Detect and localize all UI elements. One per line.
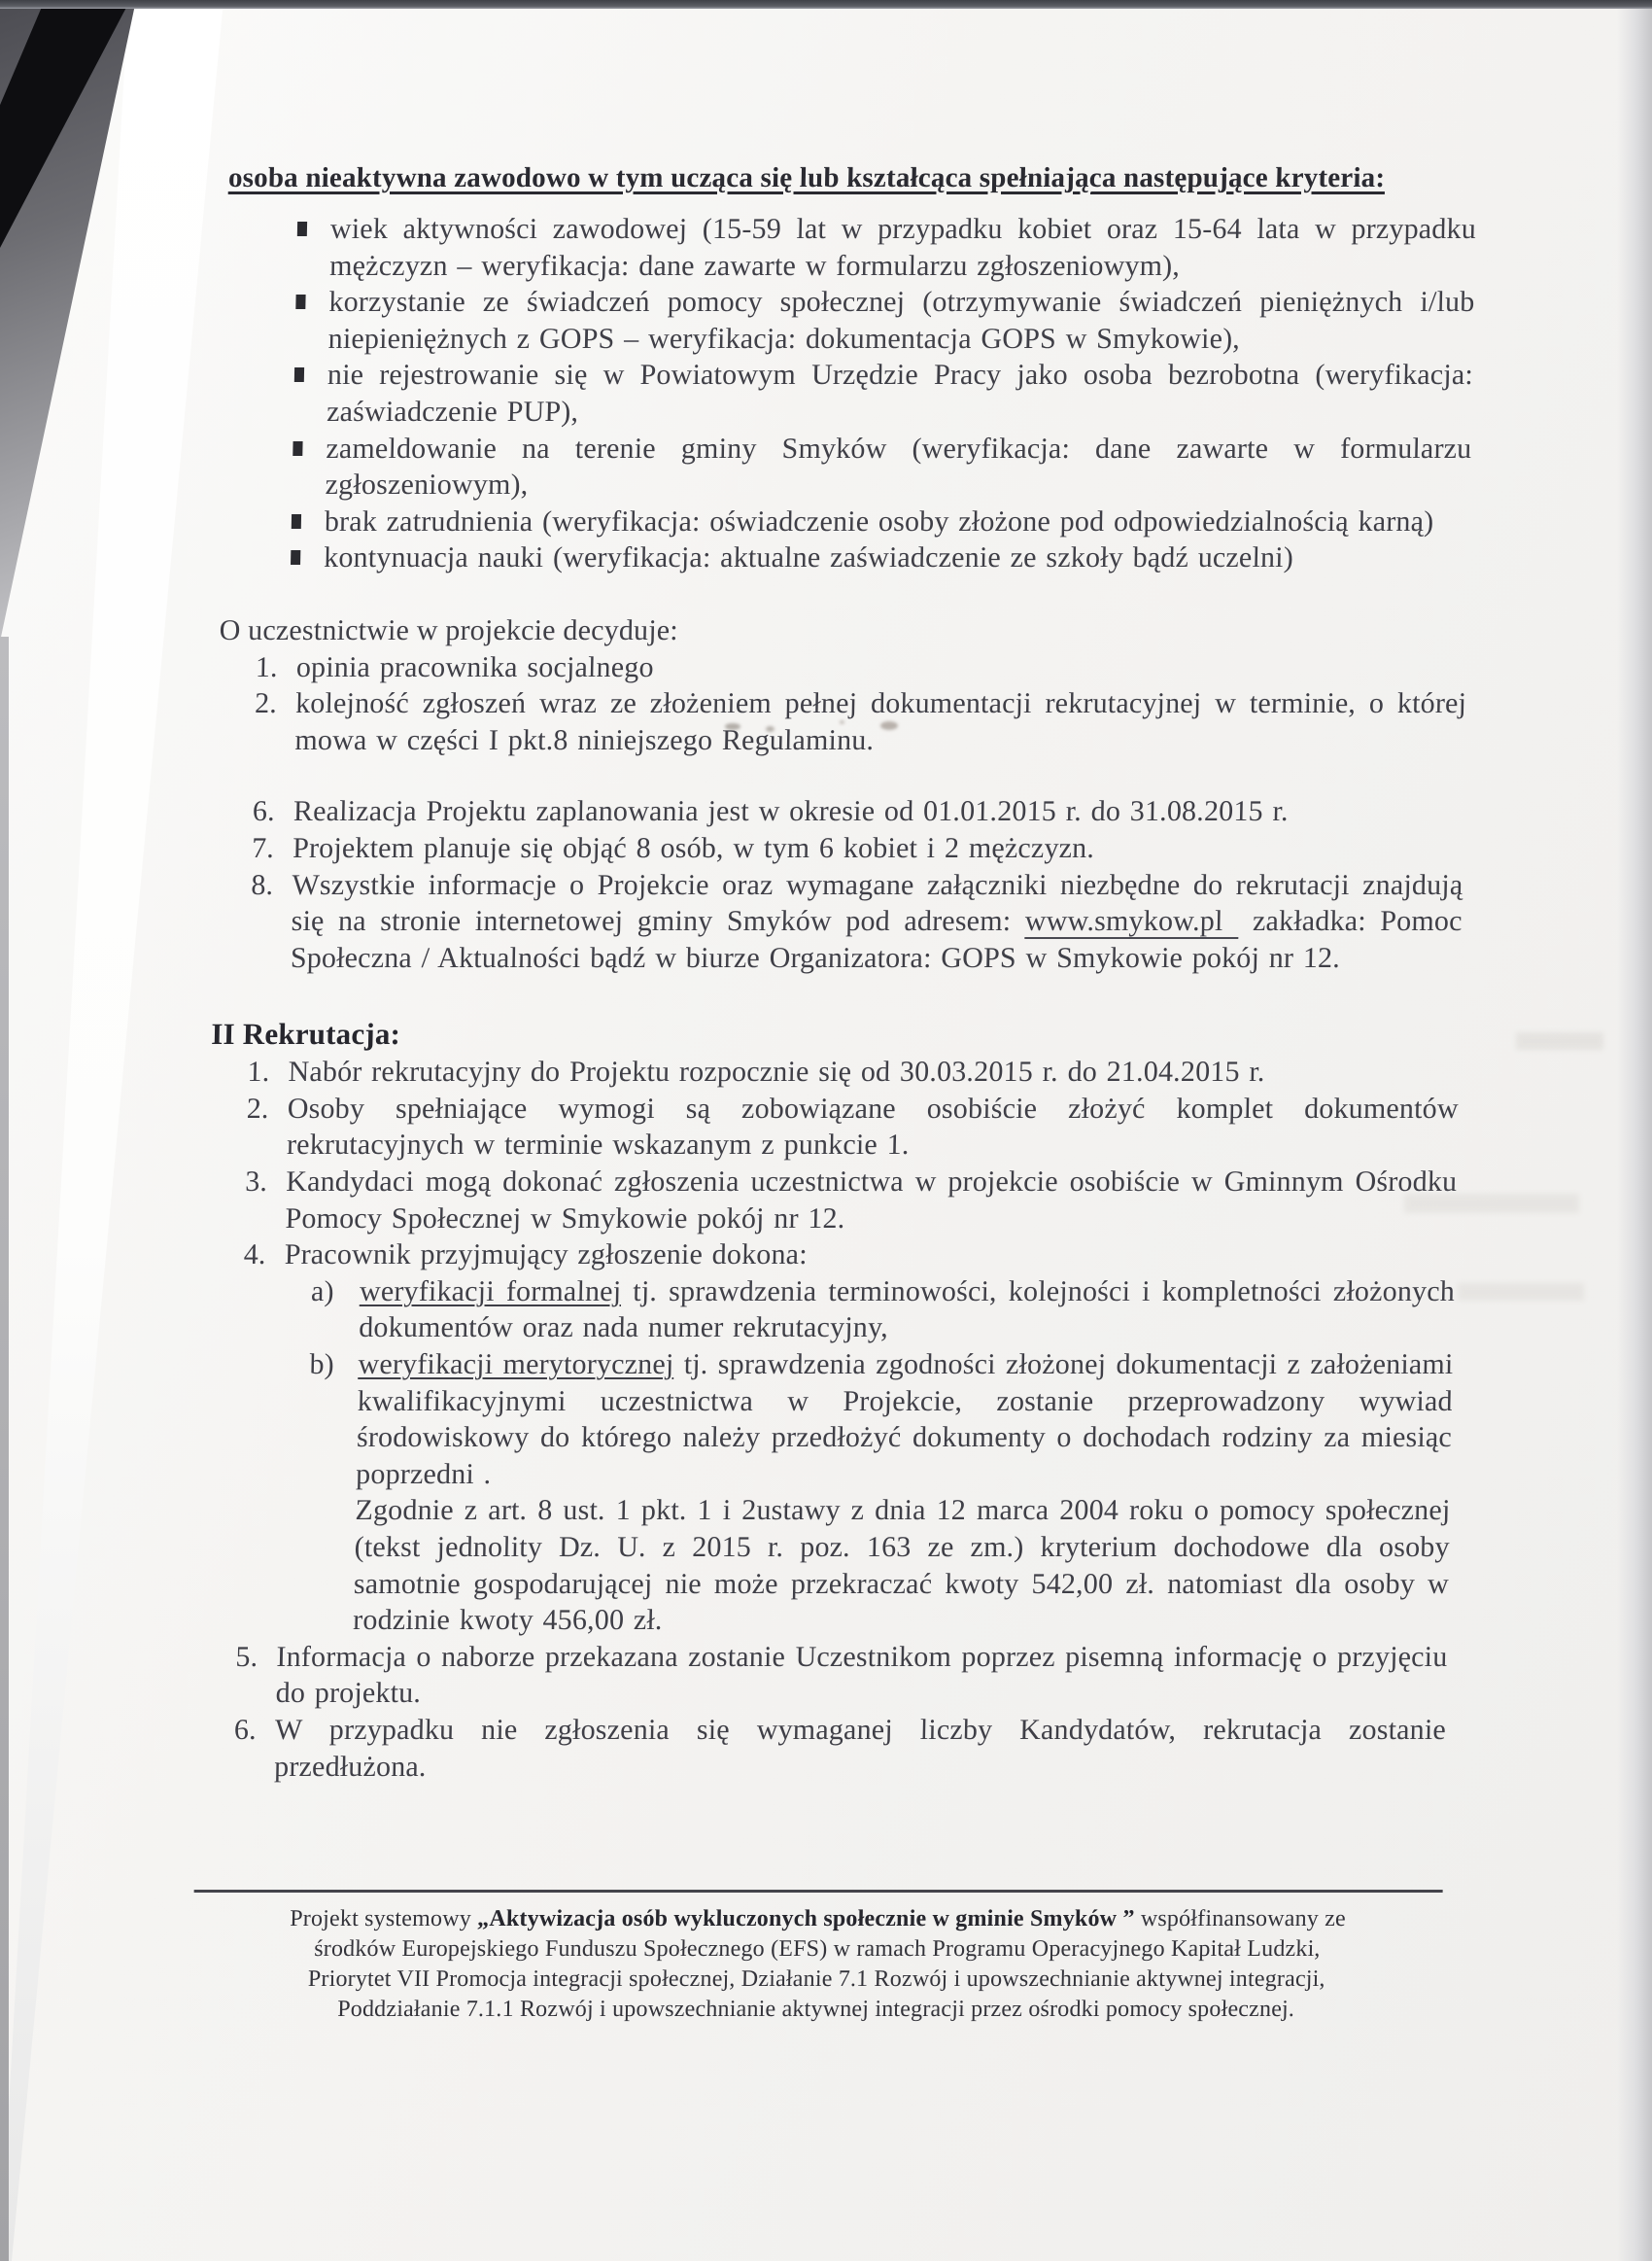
square-bullet-icon xyxy=(293,441,302,456)
footer-text: Projekt systemowy xyxy=(289,1906,478,1932)
item-text: tj. sprawdzenia terminowości, kolejności i kompletności złożonych dokumentów oraz nada numer rekrutacyjny, xyxy=(358,1274,1456,1344)
bullet-text: korzystanie ze świadczeń pomocy społecznej (otrzymywanie świadczeń pieniężnych i/lub niepieniężnych z GOPS – weryfikacja: dokumentacja GOPS w Smykowie), xyxy=(327,286,1475,355)
item-text: Informacja o naborze przekazana zostanie Uczestnikom poprzez pisemną informację o przyjęciu do projektu. xyxy=(275,1640,1448,1710)
list-item xyxy=(207,1164,1458,1236)
list-number: 6. xyxy=(233,1713,258,1746)
footer-text: współfinansowany ze xyxy=(1134,1906,1347,1932)
footer-line xyxy=(193,1904,1443,1934)
bullet-text: wiek aktywności zawodowej (15-59 lat w przypadku kobiet oraz 15-64 lata w przypadku mężczyzn – weryfikacja: dane zawarte w formularzu zgłoszeniowym), xyxy=(328,213,1477,282)
list-number: 6. xyxy=(252,795,276,828)
list-item xyxy=(224,357,1474,430)
list-number: 2. xyxy=(254,687,278,720)
underlined-term: weryfikacji merytorycznej xyxy=(358,1348,674,1381)
list-item xyxy=(224,284,1475,357)
list-item xyxy=(219,649,1468,686)
item-text: tj. sprawdzenia zgodności złożonej dokumentacji z założeniami kwalifikacyjnymi uczestnictwa w Projekcie, zostanie przeprowadzony wywiad środowiskowy do którego należy przedłożyć dokumenty o dochodach rodziny za miesiąc poprzedni . xyxy=(355,1348,1454,1490)
list-number: 3. xyxy=(244,1165,268,1199)
list-item xyxy=(213,867,1463,977)
recruitment-section-heading: II Rekrutacja: xyxy=(210,1017,401,1052)
list-item xyxy=(221,539,1470,576)
sub-list-letter: b) xyxy=(309,1348,335,1381)
list-item xyxy=(222,431,1472,504)
numbered-list-6-8 xyxy=(213,793,1465,976)
item-text: Pracownik przyjmujący zgłoszenie dokona: xyxy=(284,1238,809,1271)
sub-list-item xyxy=(205,1273,1456,1346)
square-bullet-icon xyxy=(291,550,300,565)
square-bullet-icon xyxy=(294,367,304,382)
website-link[interactable]: www.smykow.pl xyxy=(1024,905,1238,939)
bullet-text: brak zatrudnienia (weryfikacja: oświadczenie osoby złożone pod odpowiedzialnością karną) xyxy=(324,504,1434,538)
bullet-text: kontynuacja nauki (weryfikacja: aktualne zaświadczenie ze szkoły bądź uczelni) xyxy=(323,541,1294,574)
list-item xyxy=(210,1054,1460,1091)
list-item xyxy=(226,211,1477,284)
list-item xyxy=(196,1712,1447,1785)
list-item xyxy=(197,1639,1448,1712)
list-number: 1. xyxy=(247,1056,270,1089)
footer-line: Priorytet VII Promocja integracji społecznej, Działanie 7.1 Rozwój i upowszechnianie aktywnej integracji, xyxy=(307,1966,1326,1993)
square-bullet-icon xyxy=(297,222,307,236)
item-text: opinia pracownika socjalnego xyxy=(295,650,655,683)
participation-intro: O uczestnictwie w projekcie decyduje: xyxy=(219,613,679,646)
recruitment-list xyxy=(196,1054,1460,1785)
list-item xyxy=(206,1236,1456,1273)
list-number: 2. xyxy=(246,1092,270,1125)
footer-line: środków Europejskiego Funduszu Społecznego (EFS) w ramach Programu Operacyjnego Kapitał Ludzki, xyxy=(313,1936,1321,1963)
participation-list xyxy=(217,649,1467,759)
item-text: Wszystkie informacje o Projekcie oraz wymagane załączniki niezbędne do rekrutacji znajdują się na stronie internetowej gminy Smyków pod adresem: xyxy=(291,868,1463,938)
footer-line: Poddziałanie 7.1.1 Rozwój i upowszechnianie aktywnej integracji przez ośrodki pomocy społecznej. xyxy=(336,1997,1295,2023)
sub-list-item xyxy=(202,1346,1454,1492)
list-number: 4. xyxy=(243,1238,267,1271)
bullet-text: nie rejestrowanie się w Powiatowym Urzędzie Pracy jako osoba bezrobotna (weryfikacja: zaświadczenie PUP), xyxy=(326,359,1474,428)
criteria-bullet-list xyxy=(221,211,1477,576)
list-item xyxy=(216,793,1465,830)
criteria-heading: osoba nieaktywna zawodowo w tym ucząca się lub kształcąca spełniająca następujące kryteria: xyxy=(227,162,1386,193)
item-text: zakładka: Pomoc Społeczna / Aktualności bądź w biurze Organizatora: GOPS w Smykowie pokój nr 12. xyxy=(290,905,1463,974)
list-item xyxy=(209,1091,1460,1164)
document-body xyxy=(191,0,1481,2025)
item-text: Osoby spełniające wymogi są zobowiązane osobiście złożyć komplet dokumentów rekrutacyjnych w terminie wskazanym z punkcie 1. xyxy=(286,1092,1460,1162)
square-bullet-icon xyxy=(292,514,301,529)
item-text: Nabór rekrutacyjny do Projektu rozpocznie się od 30.03.2015 r. do 21.04.2015 r. xyxy=(288,1056,1265,1089)
legal-note: Zgodnie z art. 8 ust. 1 pkt. 1 i 2ustawy z dnia 12 marca 2004 roku o pomocy społecznej (tekst jednolity Dz. U. z 2015 r. poz. 163 ze zm.) kryterium dochodowe dla osoby samotnie gospodarującej nie może przekraczać kwoty 542,00 zł. natomiast dla osoby w rodzinie kwoty 456,00 zł. xyxy=(352,1494,1451,1637)
project-funding-footer xyxy=(191,1890,1443,2025)
bullet-text: zameldowanie na terenie gminy Smyków (weryfikacja: dane zawarte w formularzu zgłoszeniowym), xyxy=(325,432,1472,502)
project-title: „Aktywizacja osób wykluczonych społecznie w gminie Smyków ” xyxy=(476,1906,1135,1932)
item-text: Realizacja Projektu zaplanowania jest w okresie od 01.01.2015 r. do 31.08.2015 r. xyxy=(293,795,1290,828)
item-text: kolejność zgłoszeń wraz ze złożeniem pełnej dokumentacji rekrutacyjnej w terminie, o której mowa w części I pkt.8 niniejszego Regulaminu. xyxy=(294,687,1467,756)
item-text: W przypadku nie zgłoszenia się wymaganej liczby Kandydatów, rekrutacja zostanie przedłużona. xyxy=(273,1713,1447,1783)
square-bullet-icon xyxy=(295,295,305,309)
underlined-term: weryfikacji formalnej xyxy=(359,1274,622,1307)
list-number: 7. xyxy=(251,831,275,864)
list-number: 5. xyxy=(235,1640,258,1673)
item-text: Projektem planuje się objąć 8 osób, w tym 6 kobiet i 2 mężczyzn. xyxy=(292,831,1095,864)
item-text: Kandydaci mogą dokonać zgłoszenia uczestnictwa w projekcie osobiście w Gminnym Ośrodku Pomocy Społecznej w Smykowie pokój nr 12. xyxy=(285,1165,1458,1235)
scan-top-edge xyxy=(0,0,1652,9)
list-item xyxy=(217,685,1467,758)
list-number: 8. xyxy=(251,868,274,901)
list-item xyxy=(222,504,1471,540)
list-item xyxy=(215,830,1464,867)
list-number: 1. xyxy=(255,650,279,683)
sub-list-letter: a) xyxy=(310,1274,335,1307)
